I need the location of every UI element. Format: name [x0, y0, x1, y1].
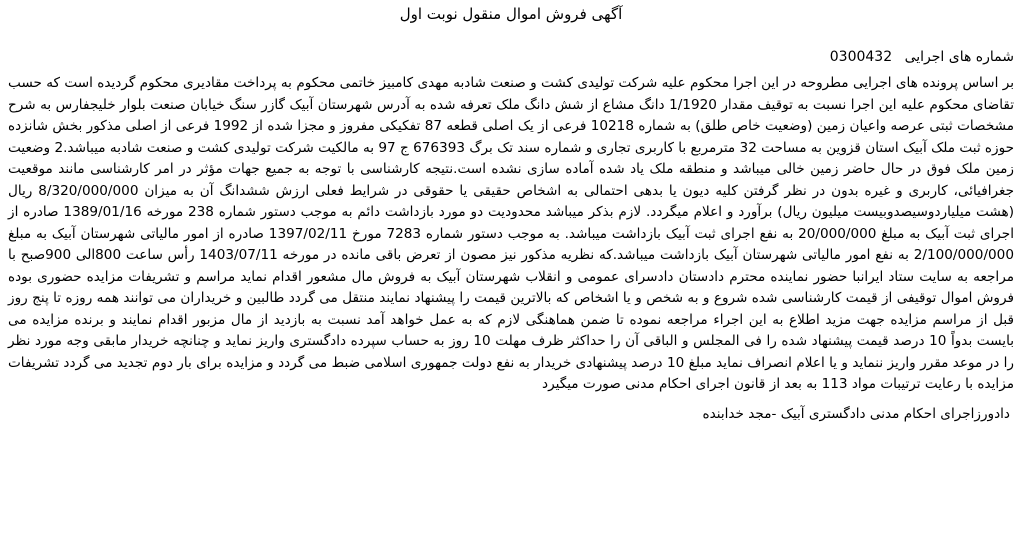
file-number-value: 0300432	[829, 49, 893, 65]
notice-body: بر اساس پرونده های اجرایی مطروحه در این اجرا محکوم علیه شرکت تولیدی کشت و صنعت شادبه مهدی کامبیز خاتمی محکوم به پرداخت مقادیری محکوم گردیده است که حسب تقاضای محکوم علیه این اجرا نسبت به توقیف مقدار 1/1920 دانگ مشاع از شش دانگ ملک تعرفه شده به آدرس شهرستان آبیک گازر سنگ خیابان صنعت بلوار خلیجفارس به شرح مشخصات ثبتی عرصه واعیان زمین (وضعیت خاص طلق) به شماره 10218 فرعی از یک اصلی قطعه 87 تفکیکی مفروز و مجزا شده از 1992 فرعی از اصلی مذکور بخش شانزده حوزه ثبت ملک آبیک استان قزوین به مساحت 32 مترمربع با کاربری تجاری و شماره سند تک برگ 676393 ج 97 به مالکیت شرکت تولیدی کشت و صنعت شادبه میباشد.2 وضعیت زمین ملک فوق در حال حاضر زمین خالی میباشد و منطقه ملک یاد شده آماده سازی نشده است.نتیجه کارشناسی با توجه به جمیع جهات مؤثر در امر کارشناسی مانند موقعیت جغرافیائی، کاربری و غیره بدون در نظر گرفتن کلیه دیون یا بدهی احتمالی به اشخاص حقیقی یا حقوقی در شرایط فعلی ارزش ششدانگ آن به میزان 8/320/000/000 ریال (هشت میلیاردوسیصدوبیست میلیون ریال) برآورد و اعلام میگردد. لازم بذکر میباشد محدودیت دو مورد بازداشت دائم به موجب دستور شماره 238 مورخه 1389/01/16 صادره از اجرای ثبت آبیک به مبلغ 20/000/000 به نفع اجرای ثبت آبیک بازداشت میباشد. به موجب دستور شماره 7283 مورخ 1397/02/11 صادره از امور مالیاتی شهرستان آبیک به مبلغ 2/100/000/000 به نفع امور مالیاتی شهرستان آبیک بازداشت میباشد.که نظریه مذکور نیز مصون از تعرض باقی مانده در مورخه 1403/07/11 رأس ساعت 800الی 900صبح با مراجعه به سایت ستاد ایرانبا حضور نماینده محترم دادستان دادسرای عمومی و انقلاب شهرستان آبیک به فروش مال مشعور اقدام نماید مراسم و تشریفات مزایده حضوری بوده فروش اموال توقیفی از قیمت کارشناسی شده شروع و به شخص و یا اشخاص که بالاترین قیمت را پیشنهاد نمایند منتقل می گردد طالبین و خریداران می توانند همه روزه تا پنج روز قبل از مراسم مزایده جهت مزید اطلاع به این اجراء مراجعه نموده تا ضمن هماهنگی لازم که به عمل خواهد آمد نسبت به بازدید از مال مزبور اقدام نمایند و برنده مزایده می بایست بدواً 10 درصد قیمت پیشنهاد شده را فی المجلس و الباقی آن را حداکثر ظرف مهلت 10 روز به حساب سپرده دادگستری واریز نماید و چنانچه خریدار مابقی وجه مورد نظر را در موعد مقرر واریز ننماید و یا اعلام انصراف نماید مبلغ 10 درصد پیشنهادی خریدار به نفع دولت جمهوری اسلامی ضبط می گردد و مزایده برای بار دوم تجدید می گردد تشریفات مزایده با رعایت ترتیبات مواد 113 به بعد از قانون اجرای احکام مدنی صورت میگیرد	[8, 75, 1015, 392]
file-number-label: شماره های اجرایی	[904, 49, 1014, 65]
signature-line: دادورزاجرای احکام مدنی دادگستری آبیک -مجد خدابنده	[702, 405, 1010, 422]
file-number-line	[8, 47, 1014, 67]
notice-title: آگهی فروش اموال منقول نوبت اول	[399, 5, 623, 23]
